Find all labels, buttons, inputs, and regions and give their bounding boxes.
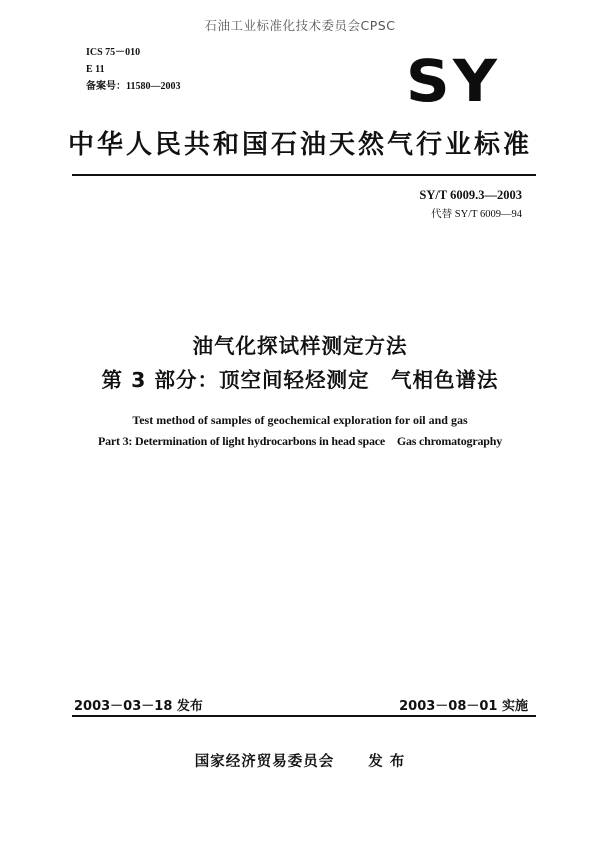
document-title-en-line2: Part 3: Determination of light hydrocarbons in head space Gas chromatography <box>97 434 502 448</box>
issuer-action: 发 布 <box>368 754 406 770</box>
document-title-cn-line1: 油气化探试样测定方法 <box>192 334 408 358</box>
standard-code: SY/T 6009.3—2003 <box>419 188 522 202</box>
header-divider <box>72 174 536 176</box>
standard-title: 中华人民共和国石油天然气行业标准 <box>67 130 532 160</box>
record-number: 备案号：11580—2003 <box>86 81 181 92</box>
document-title-cn-line2: 第 3 部分：顶空间轻烃测定 气相色谱法 <box>101 368 499 392</box>
issue-date: 2003－03－18 发布 <box>74 699 203 714</box>
implementation-date: 2003－08－01 实施 <box>399 699 528 714</box>
document-title-en-line1: Test method of samples of geochemical exploration for oil and gas <box>132 413 468 427</box>
watermark: 石油工业标准化技术委员会CPSC <box>204 18 396 33</box>
issuer-name: 国家经济贸易委员会 <box>194 754 335 770</box>
footer-divider <box>72 715 536 717</box>
replaces-note: 代替 SY/T 6009—94 <box>431 209 522 220</box>
classification-code: E 11 <box>86 64 105 75</box>
issuer-line <box>0 750 600 771</box>
ics-code: ICS 75－010 <box>86 47 141 58</box>
sy-logo: SY <box>405 47 501 115</box>
